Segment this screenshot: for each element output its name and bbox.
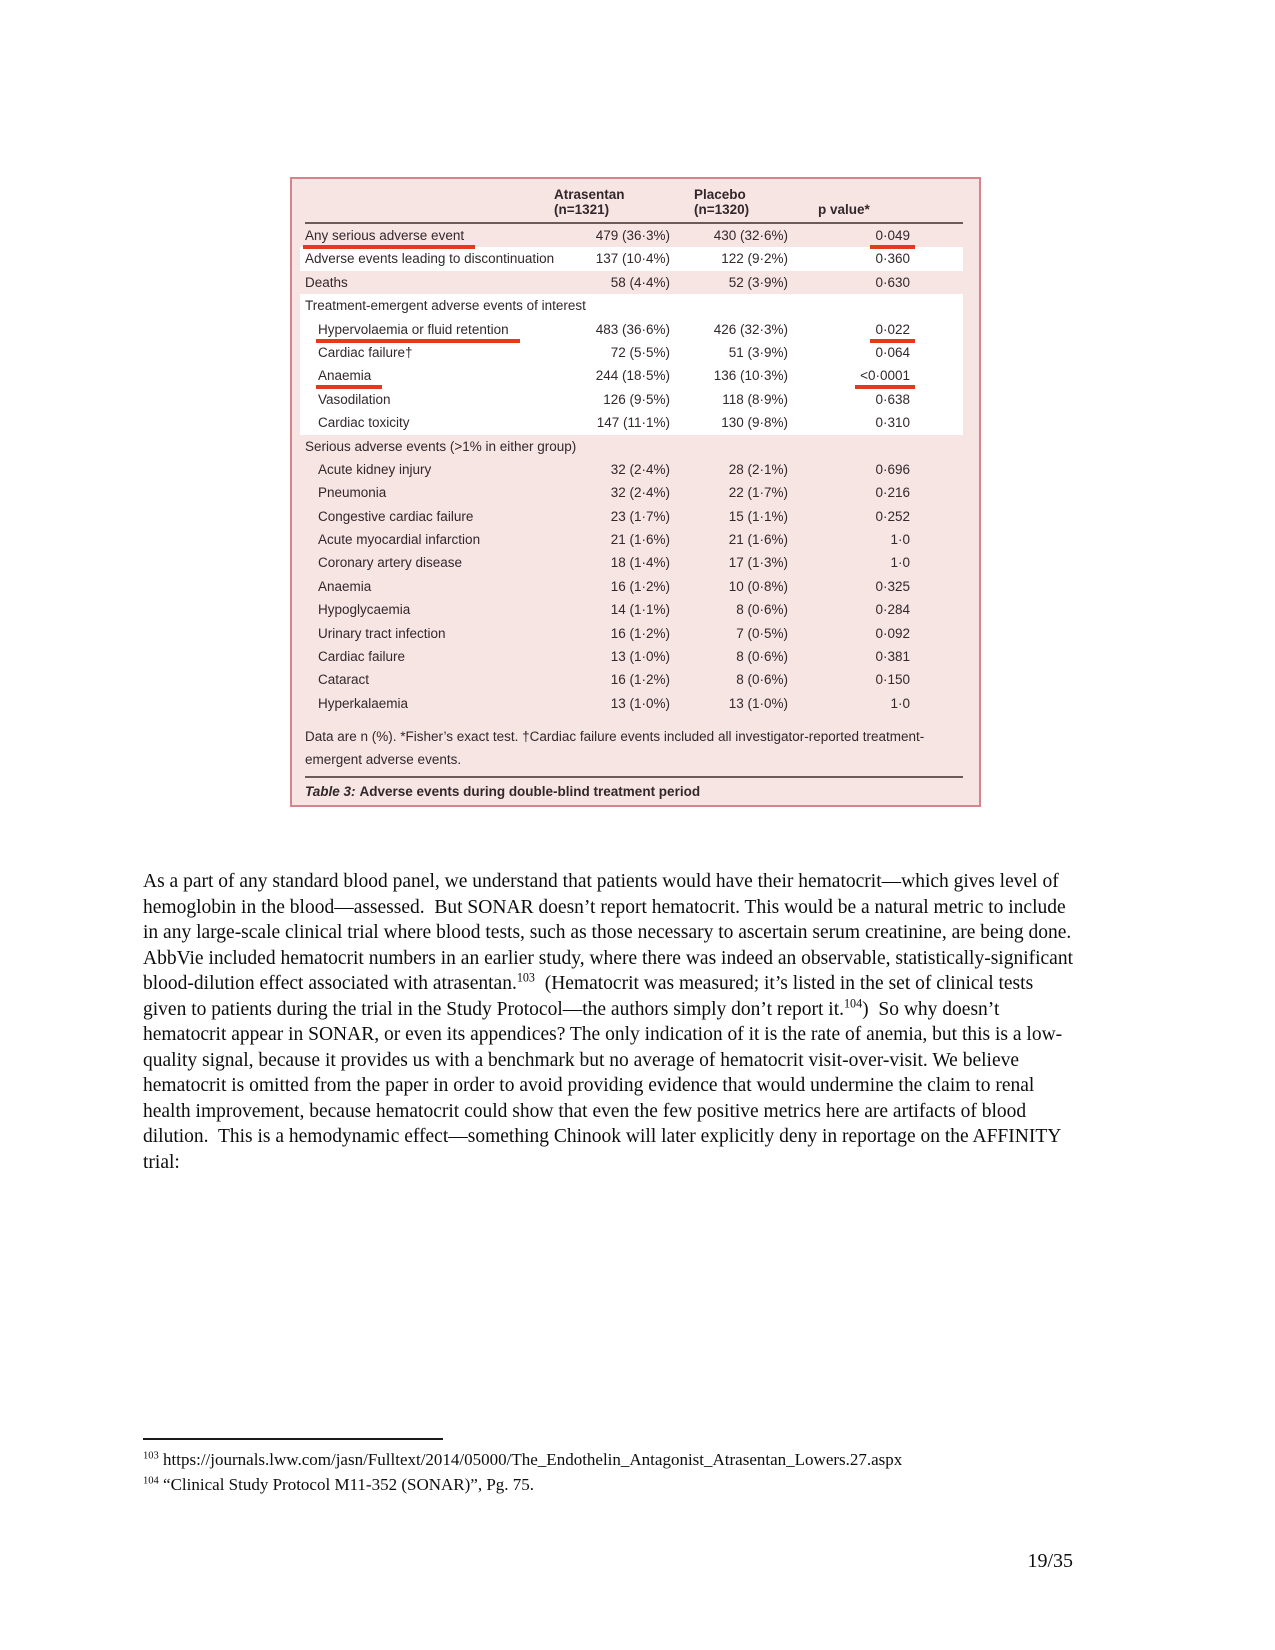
red-underline-annotation: Anaemia [316,368,382,389]
cell-pvalue: 0·310 [875,415,910,431]
table-row [292,528,979,551]
table-row [300,318,963,341]
footnote-104 [143,1472,1103,1497]
row-label: Hyperkalaemia [318,695,409,711]
row-label: Pneumonia [318,485,387,501]
table-row [292,668,979,691]
table-header-atrasentan: Atrasentan (n=1321) [554,187,625,217]
cell-pvalue: 0·325 [875,578,910,594]
cell-placebo: 28 (2·1%) [728,461,788,477]
cell-pvalue: 1·0 [890,555,910,571]
row-label [305,364,554,389]
table-row [292,505,979,528]
footnote-reference: 103 [516,970,535,985]
table-row [292,224,979,247]
cell-atrasentan: 32 (2·4%) [610,485,670,501]
cell-pvalue [792,224,963,249]
cell-atrasentan: 479 (36·3%) [595,228,670,243]
table-footnote: Data are n (%). *Fisher’s exact test. †Cardiac failure events included all investigator-reported treatment-emergent adverse events. [305,729,925,768]
table-header-pvalue: p value* [818,202,870,217]
cell-pvalue: 0·150 [875,672,910,688]
cell-atrasentan: 16 (1·2%) [610,578,670,594]
footnote-103-marker: 103 [143,1450,159,1462]
cell-atrasentan: 137 (10·4%) [595,251,670,267]
section-label: Serious adverse events (>1% in either group) [305,438,577,454]
cell-atrasentan: 23 (1·7%) [610,508,670,524]
section-label: Treatment-emergent adverse events of interest [305,298,586,314]
body-paragraph: As a part of any standard blood panel, we understand that patients would have their hematocrit—which gives level of hemoglobin in the blood—assessed. But SONAR doesn’t report hematocrit. This would be a natural metric to include in any large-scale clinical trial where blood tests, such as those necessary to ascertain serum creatinine, are being done. AbbVie included hematocrit numbers in an earlier study, where there was indeed an observable, statistically-significant blood-dilution effect associated with atrasentan.$^{103}$ (Hematocrit was measured; it’s listed in the set of clinical tests given to patients during the trial in the Study Protocol—the authors simply don’t report it.$^{104}$) So why doesn’t hematocrit appear in SONAR, or even its appendices? The only indication of it is the rate of anemia, but this is a low-quality signal, because it provides us with a benchmark but no average of hematocrit visit-over-visit. We believe hematocrit is omitted from the paper in order to avoid providing evidence that would undermine the claim to renal health improvement, because hematocrit could show that even the few positive metrics here are artifacts of blood dilution. This is a hemodynamic effect—something Chinook will later explicitly deny in reportage on the AFFINITY trial: [143,871,1078,1173]
cell-pvalue: 0·252 [875,508,910,524]
table-row [292,458,979,481]
cell-pvalue: 0·381 [875,649,910,665]
page-number: 19/35 [1027,1550,1073,1572]
cell-placebo: 8 (0·6%) [736,672,788,688]
row-label: Anaemia [318,578,372,594]
cell-placebo: 15 (1·1%) [728,508,788,524]
cell-atrasentan: 16 (1·2%) [610,625,670,641]
row-label: Cardiac failure [318,649,406,665]
table-row [292,551,979,574]
row-label: Hypoglycaemia [318,602,411,618]
cell-placebo: 8 (0·6%) [736,649,788,665]
cell-atrasentan: 13 (1·0%) [610,649,670,665]
table3-figure [290,177,981,807]
cell-atrasentan: 72 (5·5%) [610,344,670,360]
table-section-header [300,294,963,317]
table-row [300,364,963,387]
row-label: Cardiac failure† [318,344,413,360]
table-row [292,271,979,294]
red-underline-annotation: 0·049 [870,228,915,249]
cell-pvalue: 0·284 [875,602,910,618]
cell-placebo: 122 (9·2%) [721,251,788,267]
row-label: Congestive cardiac failure [318,508,474,524]
footnote-103-text: https://journals.lww.com/jasn/Fulltext/2014/05000/The_Endothelin_Antagonist_Atrasentan_Lowers.27.aspx [158,1450,903,1469]
table-header-placebo: Placebo (n=1320) [694,187,750,217]
table-row [300,388,963,411]
cell-placebo: 10 (0·8%) [728,578,788,594]
red-underline-annotation: Any serious adverse event [303,228,475,249]
cell-pvalue: 0·092 [875,625,910,641]
cell-atrasentan: 58 (4·4%) [610,274,670,290]
cell-atrasentan: 18 (1·4%) [610,555,670,571]
cell-pvalue [792,364,963,389]
row-label: Coronary artery disease [318,555,463,571]
row-label: Urinary tract infection [318,625,446,641]
cell-pvalue: 0·216 [875,485,910,501]
table-section-header [292,435,979,458]
cell-atrasentan: 483 (36·6%) [595,321,670,337]
footnote-104-marker: 104 [143,1475,159,1487]
cell-placebo: 22 (1·7%) [728,485,788,501]
cell-placebo: 51 (3·9%) [728,344,788,360]
row-label: Deaths [305,274,348,290]
row-label [305,224,554,249]
table-row [292,598,979,621]
footnote-103 [143,1447,1103,1472]
cell-placebo: 52 (3·9%) [728,274,788,290]
cell-placebo: 118 (8·9%) [722,391,788,407]
row-label: Acute myocardial infarction [318,532,481,548]
cell-atrasentan: 21 (1·6%) [610,532,670,548]
cell-placebo: 130 (9·8%) [721,415,788,431]
row-label [305,318,554,343]
row-label: Cardiac toxicity [318,415,410,431]
footnote-104-text: “Clinical Study Protocol M11-352 (SONAR)”, Pg. 75. [158,1475,535,1494]
cell-atrasentan: 13 (1·0%) [610,695,670,711]
table-row [300,247,963,270]
cell-placebo: 8 (0·6%) [736,602,788,618]
table-row [300,341,963,364]
footnote-separator-rule [143,1438,443,1440]
table-header-row [292,179,979,222]
cell-atrasentan: 126 (9·5%) [603,391,670,407]
cell-placebo: 7 (0·5%) [736,625,788,641]
cell-pvalue: 1·0 [890,695,910,711]
cell-atrasentan: 14 (1·1%) [610,602,670,618]
cell-pvalue: 0·630 [875,274,910,290]
table-row [292,645,979,668]
footnotes-block [143,1438,1103,1497]
cell-pvalue: 0·360 [875,251,910,267]
cell-pvalue: 1·0 [890,532,910,548]
red-underline-annotation: <0·0001 [855,368,915,389]
row-label: Adverse events leading to discontinuation [305,251,555,267]
cell-atrasentan: 16 (1·2%) [610,672,670,688]
cell-pvalue: 0·638 [875,391,910,407]
cell-pvalue [792,318,963,343]
row-label: Acute kidney injury [318,461,432,477]
table-caption [292,778,979,805]
table-row [292,622,979,645]
cell-placebo: 17 (1·3%) [728,555,788,571]
table-caption-label: Table 3: [305,784,356,800]
cell-placebo: 430 (32·6%) [713,228,788,243]
row-label: Vasodilation [318,391,391,407]
cell-pvalue: 0·064 [875,344,910,360]
cell-atrasentan: 147 (11·1%) [596,415,670,431]
table-body [292,224,979,715]
table-caption-text: Adverse events during double-blind treatment period [359,784,701,800]
table-row [292,692,979,715]
table-row [292,575,979,598]
cell-placebo: 13 (1·0%) [728,695,788,711]
table-row [292,481,979,504]
red-underline-annotation: 0·022 [870,322,915,343]
footnote-reference: 104 [844,996,863,1010]
cell-placebo: 136 (10·3%) [713,368,788,384]
red-underline-annotation: Hypervolaemia or fluid retention [316,322,520,343]
cell-placebo: 426 (32·3%) [713,321,788,337]
cell-pvalue: 0·696 [875,461,910,477]
cell-placebo: 21 (1·6%) [728,532,788,548]
row-label: Cataract [318,672,370,688]
table-row [300,411,963,434]
cell-atrasentan: 32 (2·4%) [610,461,670,477]
cell-atrasentan: 244 (18·5%) [595,368,670,384]
